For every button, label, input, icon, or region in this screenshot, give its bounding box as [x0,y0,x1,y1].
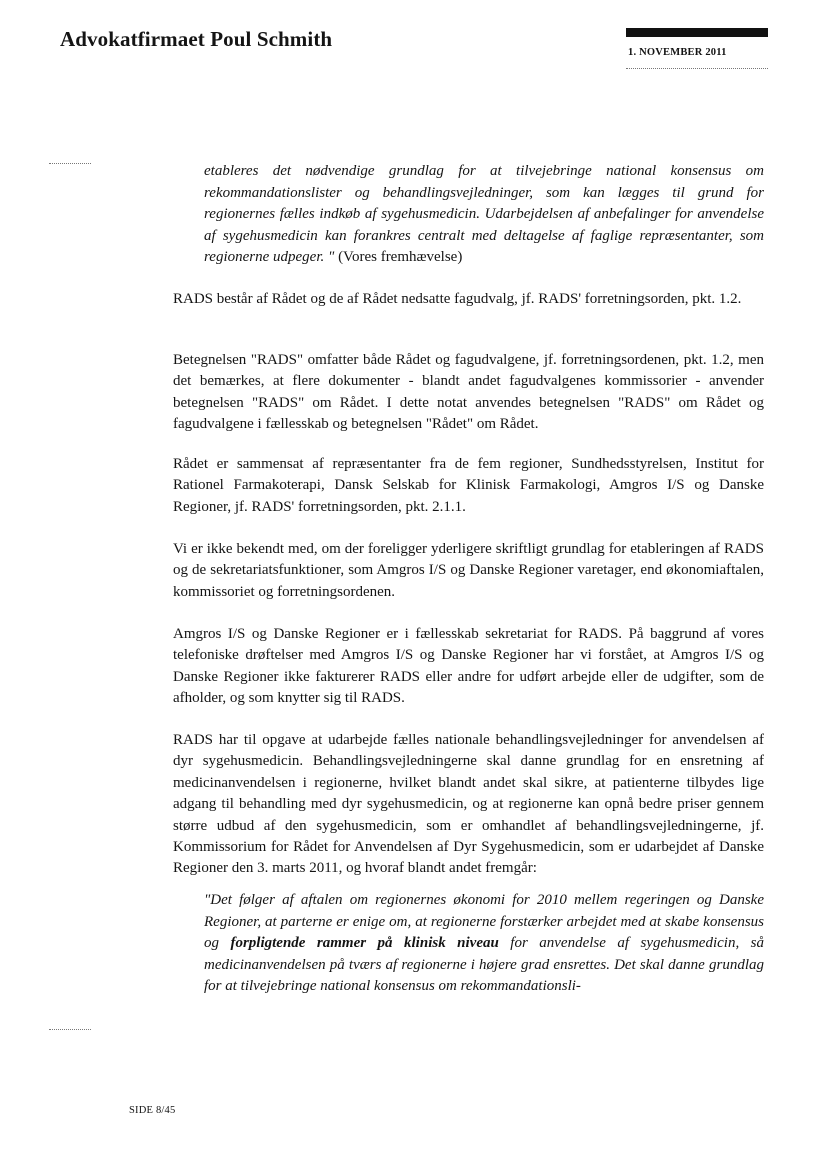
firm-name: Advokatfirmaet Poul Schmith [60,27,333,51]
header-dotted-rule [626,68,768,69]
quote-bottom [204,890,764,998]
quote-top-note: (Vores fremhævelse) [334,249,463,265]
quote-bottom-part1: "Det følger af aftalen om regionernes økonomi for 2010 mellem regeringen og Danske Regioner, at parterne er enige om, at regionerne forstærker arbejdet med at skabe konsensus og [204,892,764,951]
paragraph-3: Rådet er sammensat af repræsentanter fra de fem regioner, Sundhedsstyrelsen, Institut for Rationel Farmakoterapi, Dansk Selskab for Klinisk Farmakologi, Amgros I/S og Danske Regioner, jf. RADS' forretningsorden, pkt. 2.1.1. [173,456,764,515]
page-number: SIDE 8/45 [129,1105,176,1116]
paragraph-6: RADS har til opgave at udarbejde fælles nationale behandlingsvejledninger for anvendelsen af dyr sygehusmedicin. Behandlingsvejledningerne skal danne grundlag for en ensretning af medicinanvendelsen i regionerne, hvilket blandt andet skal sikre, at patienterne tilbydes lige adgang til behandling med dyr sygehusmedicin, og at regionerne kan opnå bedre priser gennem større udbud af den sygehusmedicin, som er omhandlet af behandlingsvejledningerne, jf. Kommissorium for Rådet for Anvendelsen af Dyr Sygehusmedicin, som er udarbejdet af Danske Regioner den 3. marts 2011, og hvoraf blandt andet fremgår: [173,732,764,877]
quote-top-text: etableres det nødvendige grundlag for at tilvejebringe national konsensus om rekommandationslister og behandlingsvejledninger, som kan lægges til grund for regionernes fælles indkøb af sygehusmedicin. Udarbejdelsen af anbefalinger for anvendelse af sygehusmedicin kan forankres centralt med deltagelse af faglige repræsentanter, som regionerne udpeger. " [204,163,764,265]
header-bar [626,28,768,37]
quote-bottom-part2: for anvendelse af sygehusmedicin, så medicinanvendelsen på tværs af regionerne i højere grad ensrettes. Det skal danne grundlag for at tilvejebringe national konsensus om rekommandationsli- [204,935,765,994]
paragraph-4: Vi er ikke bekendt med, om der foreligger yderligere skriftligt grundlag for etableringen af RADS og de sekretariatsfunktioner, som Amgros I/S og Danske Regioner varetager, end økonomiaftalen, kommissoriet og forretningsordenen. [173,541,764,600]
paragraph-2: Betegnelsen "RADS" omfatter både Rådet og fagudvalgene, jf. forretningsordenen, pkt. 1.2, men det bemærkes, at flere dokumenter - blandt andet fagudvalgenes kommissorier - anvender betegnelsen "RADS" om Rådet. I dette notat anvendes betegnelsen "RADS" om Rådet og fagudvalgene i fællesskab og betegnelsen "Rådet" om Rådet. [173,352,764,433]
paragraph-1: RADS består af Rådet og de af Rådet nedsatte fagudvalg, jf. RADS' forretningsorden, pkt. 1.2. [173,291,742,307]
quote-bottom-bold: forpligtende rammer på klinisk niveau [230,935,499,951]
margin-dotted-rule-top [49,163,91,164]
quote-top [204,161,764,269]
margin-dotted-rule-bottom [49,1029,91,1030]
paragraph-5: Amgros I/S og Danske Regioner er i fællesskab sekretariat for RADS. På baggrund af vores telefoniske drøftelser med Amgros I/S og Danske Regioner har vi forstået, at Amgros I/S og Danske Regioner ikke fakturerer RADS eller andre for udført arbejde eller de udgifter, som de afholder, og som knytter sig til RADS. [173,626,764,707]
document-date: 1. NOVEMBER 2011 [628,47,727,58]
